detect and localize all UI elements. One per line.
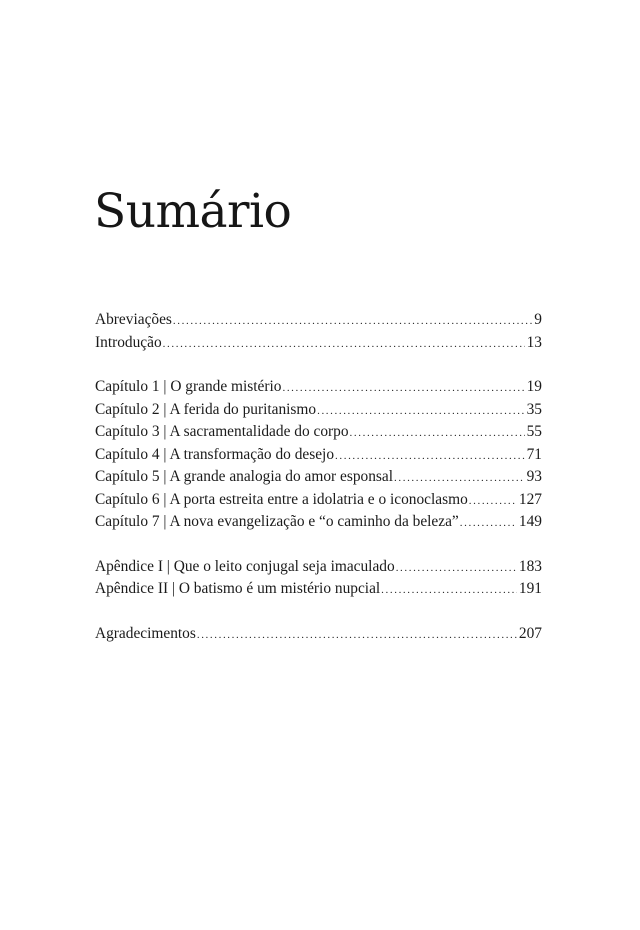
toc-dot-leader	[469, 490, 517, 513]
toc-entry	[95, 466, 542, 489]
toc-entry-page: 13	[526, 333, 542, 351]
toc-dot-leader	[163, 333, 525, 356]
toc-entry-title: Agradecimentos	[95, 624, 196, 642]
toc-group-chapters	[95, 376, 542, 534]
toc-dot-leader	[197, 624, 517, 647]
toc-dot-leader	[335, 445, 525, 468]
page-title: Sumário	[94, 184, 292, 239]
toc-entry-page: 93	[526, 468, 542, 485]
toc-dot-leader	[173, 310, 532, 333]
toc-entry-page: 35	[526, 400, 542, 418]
toc-entry-title: Capítulo 2 | A ferida do puritanismo	[95, 400, 317, 418]
toc-group-back-matter	[95, 623, 542, 646]
toc-entry-page: 19	[526, 378, 542, 395]
toc-entry	[95, 399, 542, 422]
toc-dot-leader	[394, 467, 525, 490]
toc-entry-title: Introdução	[95, 333, 162, 351]
toc-entry	[95, 623, 542, 646]
toc-entry-title: Capítulo 1 | O grande mistério	[95, 378, 282, 395]
toc-entry	[95, 444, 542, 467]
toc-entry-title: Apêndice II | O batismo é um mistério nupcial	[95, 580, 381, 597]
toc-entry	[95, 511, 542, 534]
toc-dot-leader	[317, 400, 525, 423]
toc-entry	[95, 376, 542, 399]
toc-entry-page: 191	[518, 580, 542, 597]
toc-dot-leader	[460, 512, 517, 535]
toc-entry-title: Apêndice I | Que o leito conjugal seja imaculado	[95, 557, 395, 575]
toc-entry	[95, 421, 542, 444]
toc-entry	[95, 578, 542, 601]
toc-entry-page: 149	[518, 513, 542, 530]
toc-dot-leader	[381, 579, 517, 602]
toc-entry-title: Abreviações	[95, 311, 172, 328]
toc-entry	[95, 332, 542, 355]
toc-entry-page: 9	[534, 311, 542, 328]
toc-entry-page: 183	[518, 557, 542, 575]
toc-entry	[95, 556, 542, 579]
toc-entry-title: Capítulo 4 | A transformação do desejo	[95, 445, 335, 463]
toc-entry-page: 55	[526, 423, 542, 440]
table-of-contents	[95, 309, 542, 667]
toc-group-front-matter	[95, 309, 542, 354]
toc-entry	[95, 489, 542, 512]
toc-entry-page: 207	[518, 624, 542, 642]
toc-dot-leader	[282, 377, 524, 400]
toc-entry-page: 71	[526, 445, 542, 463]
toc-dot-leader	[350, 422, 525, 445]
toc-entry-title: Capítulo 5 | A grande analogia do amor esponsal	[95, 468, 394, 485]
toc-dot-leader	[396, 557, 517, 580]
toc-entry	[95, 309, 542, 332]
toc-entry-title: Capítulo 6 | A porta estreita entre a idolatria e o iconoclasmo	[95, 490, 468, 508]
toc-entry-page: 127	[518, 490, 542, 508]
toc-group-appendices	[95, 556, 542, 601]
toc-entry-title: Capítulo 7 | A nova evangelização e “o caminho da beleza”	[95, 513, 459, 530]
toc-entry-title: Capítulo 3 | A sacramentalidade do corpo	[95, 423, 349, 440]
